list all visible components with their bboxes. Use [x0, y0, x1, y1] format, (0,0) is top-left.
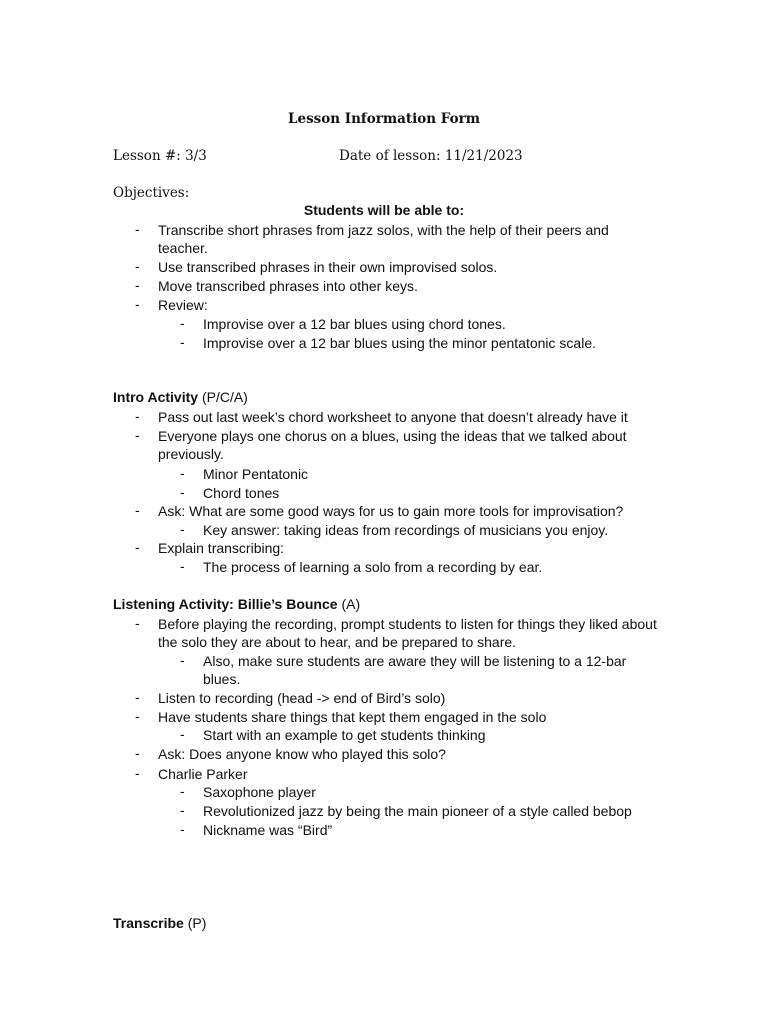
listening-text: Ask: Does anyone know who played this solo?: [158, 746, 446, 762]
list-dash: -: [135, 277, 140, 293]
objective-text: Move transcribed phrases into other keys.: [158, 278, 418, 294]
intro-text: The process of learning a solo from a recording by ear.: [203, 559, 543, 575]
section-title: Transcribe: [113, 915, 184, 931]
list-dash: -: [135, 765, 140, 781]
objectives-subheading: Students will be able to:: [303, 202, 465, 218]
intro-text: Minor Pentatonic: [203, 466, 309, 482]
list-dash: -: [180, 726, 185, 742]
list-dash: -: [180, 783, 185, 799]
list-dash: -: [135, 427, 140, 443]
list-dash: -: [135, 408, 140, 424]
objective-text: Review:: [158, 297, 208, 313]
intro-text: Explain transcribing:: [158, 540, 285, 556]
list-dash: -: [180, 334, 185, 350]
section-tag: (P): [187, 915, 207, 931]
list-dash: -: [180, 465, 185, 481]
list-dash: -: [180, 558, 185, 574]
intro-activity-heading: [113, 389, 248, 405]
intro-text: Everyone plays one chorus on a blues, using the ideas that we talked about previously.: [158, 428, 627, 462]
objectives-label: Objectives:: [113, 185, 190, 201]
list-dash: -: [135, 221, 140, 237]
list-dash: -: [180, 821, 185, 837]
list-dash: -: [180, 802, 185, 818]
objective-text: Use transcribed phrases in their own improvised solos.: [158, 259, 498, 275]
listening-text: Also, make sure students are aware they will be listening to a 12-bar blues.: [203, 653, 627, 687]
list-dash: -: [135, 689, 140, 705]
form-title: Lesson Information Form: [287, 111, 481, 127]
list-dash: -: [180, 315, 185, 331]
intro-text: Pass out last week’s chord worksheet to anyone that doesn’t already have it: [158, 409, 628, 425]
list-dash: -: [135, 296, 140, 312]
lesson-date: Date of lesson: 11/21/2023: [339, 148, 523, 164]
listening-activity-heading: [113, 596, 360, 612]
listening-text: Revolutionized jazz by being the main pioneer of a style called bebop: [203, 803, 632, 819]
list-dash: -: [135, 615, 140, 631]
section-tag: (P/C/A): [201, 389, 248, 405]
list-dash: -: [135, 708, 140, 724]
list-dash: -: [135, 258, 140, 274]
section-title: Listening Activity: Billie’s Bounce: [113, 596, 338, 612]
list-dash: -: [180, 652, 185, 668]
list-dash: -: [180, 484, 185, 500]
section-title: Intro Activity: [113, 389, 199, 405]
list-dash: -: [180, 521, 185, 537]
objective-text: Improvise over a 12 bar blues using the minor pentatonic scale.: [203, 335, 596, 351]
list-dash: -: [135, 745, 140, 761]
listening-text: Start with an example to get students thinking: [203, 727, 486, 743]
intro-text: Chord tones: [203, 485, 280, 501]
intro-text: Ask: What are some good ways for us to gain more tools for improvisation?: [158, 503, 624, 519]
objective-text: Transcribe short phrases from jazz solos, with the help of their peers and teacher.: [158, 222, 609, 256]
list-dash: -: [135, 539, 140, 555]
objective-text: Improvise over a 12 bar blues using chord tones.: [203, 316, 506, 332]
listening-text: Listen to recording (head -> end of Bird’s solo): [158, 690, 446, 706]
listening-text: Have students share things that kept them engaged in the solo: [158, 709, 547, 725]
listening-text: Charlie Parker: [158, 766, 248, 782]
section-tag: (A): [341, 596, 361, 612]
listening-text: Nickname was “Bird”: [203, 822, 333, 838]
intro-text: Key answer: taking ideas from recordings of musicians you enjoy.: [203, 522, 609, 538]
transcribe-heading: [113, 915, 206, 931]
list-dash: -: [135, 502, 140, 518]
lesson-number: Lesson #: 3/3: [113, 148, 207, 164]
listening-text: Before playing the recording, prompt students to listen for things they liked about the solo they are about to hear, and be prepared to share.: [158, 616, 657, 650]
listening-text: Saxophone player: [203, 784, 316, 800]
